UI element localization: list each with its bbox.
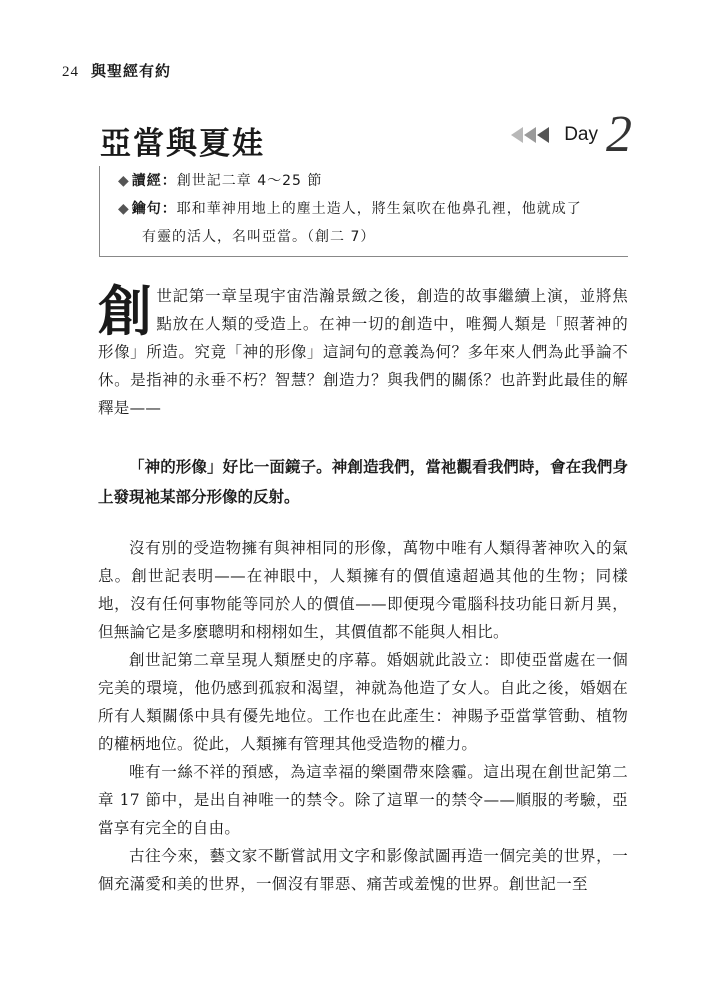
- key-verse-text-1: 耶和華神用地上的塵土造人，將生氣吹在他鼻孔裡，他就成了: [176, 201, 582, 217]
- body-paragraph-2: 創世記第二章呈現人類歷史的序幕。婚姻就此設立：即使亞當處在一個完美的環境，他仍感到孤寂和渴望，神就為他造了女人。自此之後，婚姻在所有人類關係中具有優先地位。工作也在此產生：神賜予亞當掌管動、植物的權柄地位。從此，人類擁有管理其他受造物的權力。: [98, 651, 628, 753]
- page-number: 24: [62, 64, 79, 80]
- verse-box: [99, 166, 628, 257]
- reading-line: [118, 170, 322, 192]
- intro-section: [98, 279, 628, 422]
- intro-text: 世記第一章呈現宇宙浩瀚景緻之後，創造的故事繼續上演，並將焦點放在人類的受造上。在神一切的創造中，唯獨人類是「照著神的形像」所造。究竟「神的形像」這詞句的意義為何？多年來人們為此爭論不休。是指神的永垂不朽？智慧？創造力？與我們的關係？也許對此最佳的解釋是——: [98, 287, 628, 417]
- intro-paragraph: [98, 279, 628, 422]
- key-verse-label: 鑰句：: [131, 201, 177, 217]
- running-head: [62, 60, 171, 81]
- chapter-title: 亞當與夏娃: [100, 126, 265, 162]
- reading-label: 讀經：: [131, 173, 177, 189]
- reading-text: 創世記二章 4～25 節: [176, 173, 323, 189]
- day-label: Day: [564, 124, 598, 145]
- diamond-bullet-icon: ◆: [118, 173, 130, 189]
- diamond-bullet-icon: ◆: [118, 201, 130, 217]
- body-paragraph-1: 沒有別的受造物擁有與神相同的形像，萬物中唯有人類得著神吹入的氣息。創世記表明——在神眼中，人類擁有的價值遠超過其他的生物；同樣地，沒有任何事物能等同於人的價值——即便現今電腦科技功能日新月異，但無論它是多麼聰明和栩栩如生，其價值都不能與人相比。: [98, 539, 628, 641]
- body-paragraph-4: 古往今來，藝文家不斷嘗試用文字和影像試圖再造一個完美的世界，一個充滿愛和美的世界，一個沒有罪惡、痛苦或羞愧的世界。創世記一至: [98, 847, 628, 893]
- body-section: [98, 534, 628, 898]
- day-number: 2: [606, 106, 632, 163]
- triple-arrow-icon: [511, 127, 550, 143]
- key-verse-line: [118, 198, 582, 220]
- highlight-quote: 「神的形像」好比一面鏡子。神創造我們，當祂觀看我們時，會在我們身上發現祂某部分形像的反射。: [98, 457, 628, 506]
- day-marker: [511, 106, 632, 163]
- body-paragraph-3: 唯有一絲不祥的預感，為這幸福的樂園帶來陰霾。這出現在創世記第二章 17 節中，是出自神唯一的禁令。除了這單一的禁令——順服的考驗，亞當享有完全的自由。: [98, 763, 628, 837]
- book-title: 與聖經有約: [91, 62, 172, 80]
- key-verse-continuation: 有靈的活人，名叫亞當。（創二 7）: [142, 229, 376, 245]
- drop-cap: 創: [98, 279, 153, 343]
